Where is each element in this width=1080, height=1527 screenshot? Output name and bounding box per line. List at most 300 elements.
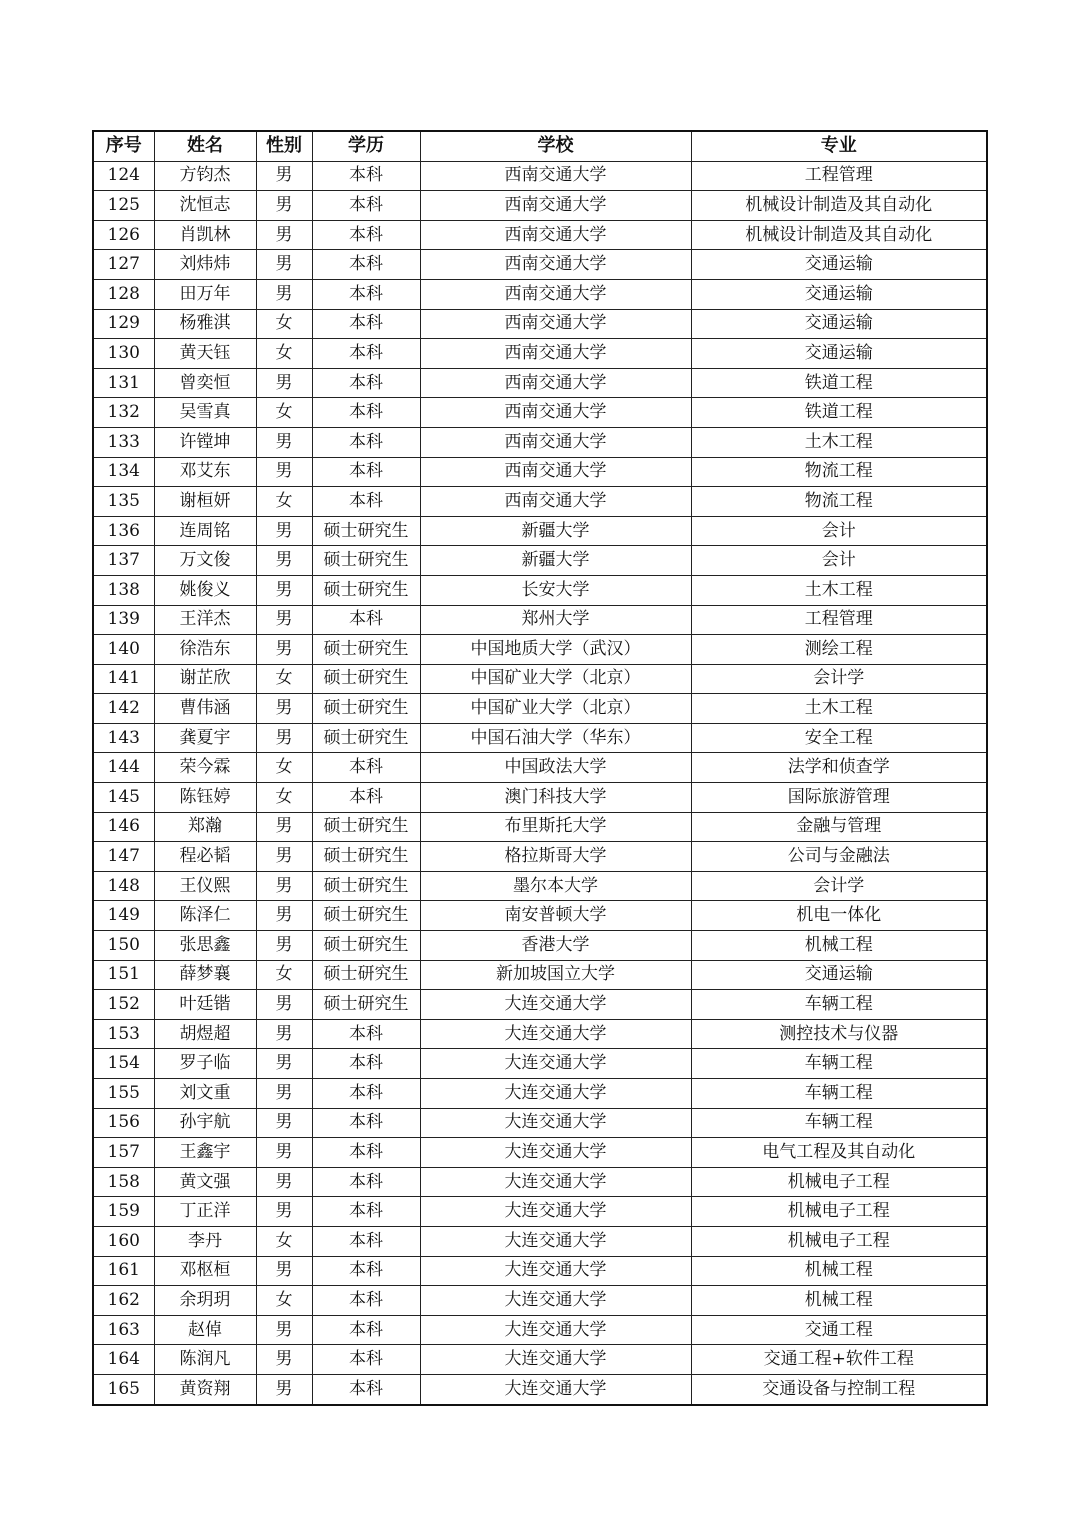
cell-name: 谢芷欣	[154, 664, 256, 694]
cell-education: 硕士研究生	[312, 990, 420, 1020]
cell-major: 机械设计制造及其自动化	[691, 220, 987, 250]
table-row	[93, 1049, 987, 1079]
cell-education: 本科	[312, 1019, 420, 1049]
cell-school: 西南交通大学	[420, 279, 691, 309]
cell-school: 西南交通大学	[420, 250, 691, 280]
cell-name: 万文俊	[154, 546, 256, 576]
cell-school: 郑州大学	[420, 605, 691, 635]
table-row	[93, 1286, 987, 1316]
table-row	[93, 871, 987, 901]
cell-education: 硕士研究生	[312, 635, 420, 665]
cell-school: 西南交通大学	[420, 368, 691, 398]
header-row	[93, 131, 987, 161]
cell-name: 张思鑫	[154, 931, 256, 961]
cell-major: 工程管理	[691, 605, 987, 635]
cell-serial-number: 151	[93, 960, 154, 990]
cell-serial-number: 161	[93, 1256, 154, 1286]
cell-name: 余玥玥	[154, 1286, 256, 1316]
cell-gender: 男	[256, 546, 312, 576]
cell-serial-number: 158	[93, 1167, 154, 1197]
cell-serial-number: 155	[93, 1079, 154, 1109]
table-row	[93, 575, 987, 605]
cell-name: 陈润凡	[154, 1345, 256, 1375]
cell-gender: 男	[256, 1197, 312, 1227]
cell-major: 物流工程	[691, 457, 987, 487]
table-row	[93, 664, 987, 694]
cell-school: 南安普顿大学	[420, 901, 691, 931]
cell-major: 交通运输	[691, 250, 987, 280]
cell-gender: 男	[256, 842, 312, 872]
cell-school: 长安大学	[420, 575, 691, 605]
cell-major: 公司与金融法	[691, 842, 987, 872]
cell-gender: 女	[256, 487, 312, 517]
table-row	[93, 427, 987, 457]
cell-gender: 男	[256, 1019, 312, 1049]
cell-education: 本科	[312, 279, 420, 309]
cell-serial-number: 134	[93, 457, 154, 487]
table-row	[93, 842, 987, 872]
cell-gender: 女	[256, 398, 312, 428]
table-body	[93, 161, 987, 1404]
table-row	[93, 398, 987, 428]
cell-serial-number: 139	[93, 605, 154, 635]
cell-education: 本科	[312, 1108, 420, 1138]
cell-education: 硕士研究生	[312, 842, 420, 872]
cell-gender: 男	[256, 220, 312, 250]
cell-school: 墨尔本大学	[420, 871, 691, 901]
cell-major: 交通工程	[691, 1315, 987, 1345]
cell-education: 硕士研究生	[312, 723, 420, 753]
cell-education: 硕士研究生	[312, 575, 420, 605]
cell-serial-number: 145	[93, 783, 154, 813]
cell-major: 机械工程	[691, 931, 987, 961]
table-row	[93, 1079, 987, 1109]
cell-education: 本科	[312, 368, 420, 398]
cell-major: 交通运输	[691, 339, 987, 369]
cell-school: 西南交通大学	[420, 309, 691, 339]
cell-serial-number: 157	[93, 1138, 154, 1168]
table-row	[93, 1256, 987, 1286]
cell-gender: 男	[256, 1315, 312, 1345]
cell-gender: 男	[256, 191, 312, 221]
cell-major: 土木工程	[691, 694, 987, 724]
cell-school: 大连交通大学	[420, 1286, 691, 1316]
cell-education: 本科	[312, 1197, 420, 1227]
cell-education: 本科	[312, 191, 420, 221]
cell-school: 西南交通大学	[420, 339, 691, 369]
table-row	[93, 368, 987, 398]
cell-education: 本科	[312, 1315, 420, 1345]
cell-gender: 女	[256, 664, 312, 694]
cell-school: 大连交通大学	[420, 1167, 691, 1197]
cell-major: 车辆工程	[691, 1108, 987, 1138]
cell-major: 车辆工程	[691, 1049, 987, 1079]
cell-school: 大连交通大学	[420, 1108, 691, 1138]
table-row	[93, 250, 987, 280]
cell-education: 硕士研究生	[312, 931, 420, 961]
cell-name: 方钧杰	[154, 161, 256, 191]
cell-major: 土木工程	[691, 575, 987, 605]
table-row	[93, 635, 987, 665]
cell-school: 澳门科技大学	[420, 783, 691, 813]
cell-major: 交通工程+软件工程	[691, 1345, 987, 1375]
cell-gender: 男	[256, 1374, 312, 1404]
table-row	[93, 605, 987, 635]
cell-gender: 男	[256, 871, 312, 901]
cell-major: 电气工程及其自动化	[691, 1138, 987, 1168]
cell-name: 黄资翔	[154, 1374, 256, 1404]
table-row	[93, 487, 987, 517]
cell-education: 本科	[312, 1049, 420, 1079]
cell-school: 大连交通大学	[420, 1079, 691, 1109]
cell-name: 刘文重	[154, 1079, 256, 1109]
cell-education: 本科	[312, 1374, 420, 1404]
table-row	[93, 1167, 987, 1197]
cell-school: 中国地质大学（武汉）	[420, 635, 691, 665]
cell-serial-number: 156	[93, 1108, 154, 1138]
cell-school: 新疆大学	[420, 516, 691, 546]
cell-school: 西南交通大学	[420, 161, 691, 191]
cell-gender: 女	[256, 1226, 312, 1256]
cell-school: 格拉斯哥大学	[420, 842, 691, 872]
cell-school: 大连交通大学	[420, 1049, 691, 1079]
cell-major: 车辆工程	[691, 990, 987, 1020]
table-row	[93, 220, 987, 250]
cell-gender: 男	[256, 427, 312, 457]
cell-serial-number: 165	[93, 1374, 154, 1404]
table-row	[93, 161, 987, 191]
table-row	[93, 812, 987, 842]
cell-education: 硕士研究生	[312, 664, 420, 694]
cell-gender: 男	[256, 457, 312, 487]
cell-serial-number: 127	[93, 250, 154, 280]
cell-education: 本科	[312, 753, 420, 783]
cell-name: 邓艾东	[154, 457, 256, 487]
table-row	[93, 1374, 987, 1404]
cell-school: 西南交通大学	[420, 220, 691, 250]
cell-gender: 男	[256, 1256, 312, 1286]
table-row	[93, 960, 987, 990]
cell-name: 罗子临	[154, 1049, 256, 1079]
cell-major: 交通运输	[691, 279, 987, 309]
cell-serial-number: 164	[93, 1345, 154, 1375]
cell-name: 田万年	[154, 279, 256, 309]
table-row	[93, 753, 987, 783]
table-row	[93, 546, 987, 576]
cell-serial-number: 133	[93, 427, 154, 457]
cell-serial-number: 141	[93, 664, 154, 694]
cell-education: 本科	[312, 1256, 420, 1286]
cell-name: 吴雪真	[154, 398, 256, 428]
cell-serial-number: 163	[93, 1315, 154, 1345]
table-row	[93, 1345, 987, 1375]
cell-major: 车辆工程	[691, 1079, 987, 1109]
cell-name: 王洋杰	[154, 605, 256, 635]
cell-serial-number: 135	[93, 487, 154, 517]
table-row	[93, 901, 987, 931]
cell-serial-number: 143	[93, 723, 154, 753]
cell-school: 大连交通大学	[420, 1345, 691, 1375]
cell-major: 机械电子工程	[691, 1226, 987, 1256]
cell-serial-number: 128	[93, 279, 154, 309]
cell-gender: 男	[256, 901, 312, 931]
cell-serial-number: 160	[93, 1226, 154, 1256]
cell-school: 西南交通大学	[420, 427, 691, 457]
cell-major: 会计学	[691, 664, 987, 694]
cell-school: 香港大学	[420, 931, 691, 961]
cell-serial-number: 130	[93, 339, 154, 369]
header-major: 专业	[691, 131, 987, 161]
cell-name: 邓枢桓	[154, 1256, 256, 1286]
cell-serial-number: 154	[93, 1049, 154, 1079]
cell-major: 金融与管理	[691, 812, 987, 842]
cell-name: 王仪熙	[154, 871, 256, 901]
cell-education: 硕士研究生	[312, 812, 420, 842]
cell-major: 测控技术与仪器	[691, 1019, 987, 1049]
cell-serial-number: 153	[93, 1019, 154, 1049]
cell-name: 杨雅淇	[154, 309, 256, 339]
cell-education: 本科	[312, 1286, 420, 1316]
cell-education: 本科	[312, 161, 420, 191]
cell-education: 本科	[312, 427, 420, 457]
cell-education: 本科	[312, 1345, 420, 1375]
cell-major: 测绘工程	[691, 635, 987, 665]
cell-school: 布里斯托大学	[420, 812, 691, 842]
cell-name: 姚俊义	[154, 575, 256, 605]
cell-school: 新加坡国立大学	[420, 960, 691, 990]
cell-serial-number: 148	[93, 871, 154, 901]
cell-serial-number: 132	[93, 398, 154, 428]
cell-name: 叶廷锴	[154, 990, 256, 1020]
header-serial-number: 序号	[93, 131, 154, 161]
cell-major: 交通运输	[691, 309, 987, 339]
cell-name: 王鑫宇	[154, 1138, 256, 1168]
cell-gender: 男	[256, 723, 312, 753]
cell-serial-number: 136	[93, 516, 154, 546]
cell-gender: 男	[256, 635, 312, 665]
cell-name: 孙宇航	[154, 1108, 256, 1138]
cell-gender: 男	[256, 250, 312, 280]
cell-education: 硕士研究生	[312, 901, 420, 931]
cell-name: 郑瀚	[154, 812, 256, 842]
cell-gender: 男	[256, 1138, 312, 1168]
cell-education: 本科	[312, 605, 420, 635]
cell-education: 硕士研究生	[312, 960, 420, 990]
cell-education: 本科	[312, 339, 420, 369]
table-row	[93, 191, 987, 221]
table-row	[93, 1108, 987, 1138]
cell-school: 中国矿业大学（北京）	[420, 664, 691, 694]
cell-gender: 女	[256, 1286, 312, 1316]
cell-education: 本科	[312, 1138, 420, 1168]
cell-gender: 男	[256, 575, 312, 605]
cell-name: 连周铭	[154, 516, 256, 546]
cell-name: 陈泽仁	[154, 901, 256, 931]
cell-gender: 女	[256, 960, 312, 990]
cell-serial-number: 124	[93, 161, 154, 191]
cell-serial-number: 129	[93, 309, 154, 339]
cell-gender: 女	[256, 753, 312, 783]
cell-major: 机械电子工程	[691, 1167, 987, 1197]
cell-school: 大连交通大学	[420, 1256, 691, 1286]
cell-education: 本科	[312, 309, 420, 339]
cell-school: 中国石油大学（华东）	[420, 723, 691, 753]
cell-name: 荣今霖	[154, 753, 256, 783]
cell-education: 本科	[312, 398, 420, 428]
cell-school: 中国矿业大学（北京）	[420, 694, 691, 724]
table-row	[93, 1138, 987, 1168]
cell-gender: 男	[256, 1345, 312, 1375]
cell-name: 李丹	[154, 1226, 256, 1256]
cell-serial-number: 131	[93, 368, 154, 398]
cell-serial-number: 152	[93, 990, 154, 1020]
cell-serial-number: 150	[93, 931, 154, 961]
cell-serial-number: 137	[93, 546, 154, 576]
table-row	[93, 339, 987, 369]
cell-serial-number: 138	[93, 575, 154, 605]
table-row	[93, 1197, 987, 1227]
cell-serial-number: 125	[93, 191, 154, 221]
cell-major: 会计	[691, 546, 987, 576]
cell-gender: 女	[256, 309, 312, 339]
cell-serial-number: 162	[93, 1286, 154, 1316]
cell-name: 肖凯林	[154, 220, 256, 250]
cell-serial-number: 142	[93, 694, 154, 724]
cell-school: 大连交通大学	[420, 1019, 691, 1049]
cell-name: 许镗坤	[154, 427, 256, 457]
cell-serial-number: 149	[93, 901, 154, 931]
cell-major: 会计	[691, 516, 987, 546]
cell-major: 工程管理	[691, 161, 987, 191]
cell-education: 硕士研究生	[312, 694, 420, 724]
table-row	[93, 309, 987, 339]
table-row	[93, 279, 987, 309]
cell-name: 徐浩东	[154, 635, 256, 665]
cell-major: 会计学	[691, 871, 987, 901]
cell-major: 安全工程	[691, 723, 987, 753]
cell-school: 大连交通大学	[420, 1374, 691, 1404]
cell-education: 本科	[312, 457, 420, 487]
cell-name: 薛梦襄	[154, 960, 256, 990]
cell-gender: 男	[256, 1167, 312, 1197]
cell-education: 本科	[312, 783, 420, 813]
cell-gender: 男	[256, 161, 312, 191]
cell-school: 大连交通大学	[420, 1197, 691, 1227]
table-row	[93, 931, 987, 961]
cell-gender: 女	[256, 339, 312, 369]
roster-table	[92, 130, 988, 1406]
header-education: 学历	[312, 131, 420, 161]
cell-name: 丁正洋	[154, 1197, 256, 1227]
cell-name: 谢桓妍	[154, 487, 256, 517]
cell-serial-number: 159	[93, 1197, 154, 1227]
cell-major: 机械工程	[691, 1256, 987, 1286]
cell-school: 中国政法大学	[420, 753, 691, 783]
cell-name: 黄文强	[154, 1167, 256, 1197]
cell-name: 曾奕恒	[154, 368, 256, 398]
header-gender: 性别	[256, 131, 312, 161]
cell-major: 国际旅游管理	[691, 783, 987, 813]
cell-name: 沈恒志	[154, 191, 256, 221]
cell-school: 大连交通大学	[420, 990, 691, 1020]
cell-education: 硕士研究生	[312, 516, 420, 546]
cell-gender: 男	[256, 516, 312, 546]
cell-gender: 男	[256, 368, 312, 398]
cell-school: 大连交通大学	[420, 1226, 691, 1256]
cell-gender: 男	[256, 1108, 312, 1138]
cell-school: 新疆大学	[420, 546, 691, 576]
cell-gender: 男	[256, 1079, 312, 1109]
table-row	[93, 783, 987, 813]
table-row	[93, 1019, 987, 1049]
cell-education: 硕士研究生	[312, 546, 420, 576]
cell-name: 曹伟涵	[154, 694, 256, 724]
cell-school: 西南交通大学	[420, 487, 691, 517]
cell-name: 黄天钰	[154, 339, 256, 369]
cell-major: 土木工程	[691, 427, 987, 457]
cell-school: 大连交通大学	[420, 1315, 691, 1345]
table-header	[93, 131, 987, 161]
cell-major: 机械设计制造及其自动化	[691, 191, 987, 221]
cell-major: 铁道工程	[691, 398, 987, 428]
cell-major: 交通运输	[691, 960, 987, 990]
cell-education: 本科	[312, 1226, 420, 1256]
cell-major: 交通设备与控制工程	[691, 1374, 987, 1404]
cell-gender: 男	[256, 605, 312, 635]
table-row	[93, 457, 987, 487]
cell-name: 赵倬	[154, 1315, 256, 1345]
cell-major: 机械工程	[691, 1286, 987, 1316]
table-row	[93, 990, 987, 1020]
cell-serial-number: 140	[93, 635, 154, 665]
cell-school: 大连交通大学	[420, 1138, 691, 1168]
cell-school: 西南交通大学	[420, 457, 691, 487]
cell-serial-number: 126	[93, 220, 154, 250]
table-row	[93, 1315, 987, 1345]
cell-education: 本科	[312, 250, 420, 280]
cell-major: 法学和侦查学	[691, 753, 987, 783]
table-row	[93, 516, 987, 546]
cell-name: 陈钰婷	[154, 783, 256, 813]
table-row	[93, 1226, 987, 1256]
cell-serial-number: 146	[93, 812, 154, 842]
header-school: 学校	[420, 131, 691, 161]
cell-gender: 男	[256, 694, 312, 724]
cell-major: 机械电子工程	[691, 1197, 987, 1227]
cell-school: 西南交通大学	[420, 398, 691, 428]
cell-serial-number: 147	[93, 842, 154, 872]
cell-gender: 女	[256, 783, 312, 813]
cell-major: 物流工程	[691, 487, 987, 517]
cell-education: 本科	[312, 1079, 420, 1109]
cell-education: 本科	[312, 1167, 420, 1197]
cell-gender: 男	[256, 990, 312, 1020]
cell-serial-number: 144	[93, 753, 154, 783]
cell-gender: 男	[256, 279, 312, 309]
cell-name: 胡煜超	[154, 1019, 256, 1049]
cell-name: 程必韬	[154, 842, 256, 872]
cell-education: 硕士研究生	[312, 871, 420, 901]
cell-school: 西南交通大学	[420, 191, 691, 221]
table-row	[93, 694, 987, 724]
cell-gender: 男	[256, 812, 312, 842]
cell-major: 机电一体化	[691, 901, 987, 931]
table-row	[93, 723, 987, 753]
cell-name: 龚夏宇	[154, 723, 256, 753]
cell-gender: 男	[256, 1049, 312, 1079]
cell-education: 本科	[312, 220, 420, 250]
cell-education: 本科	[312, 487, 420, 517]
